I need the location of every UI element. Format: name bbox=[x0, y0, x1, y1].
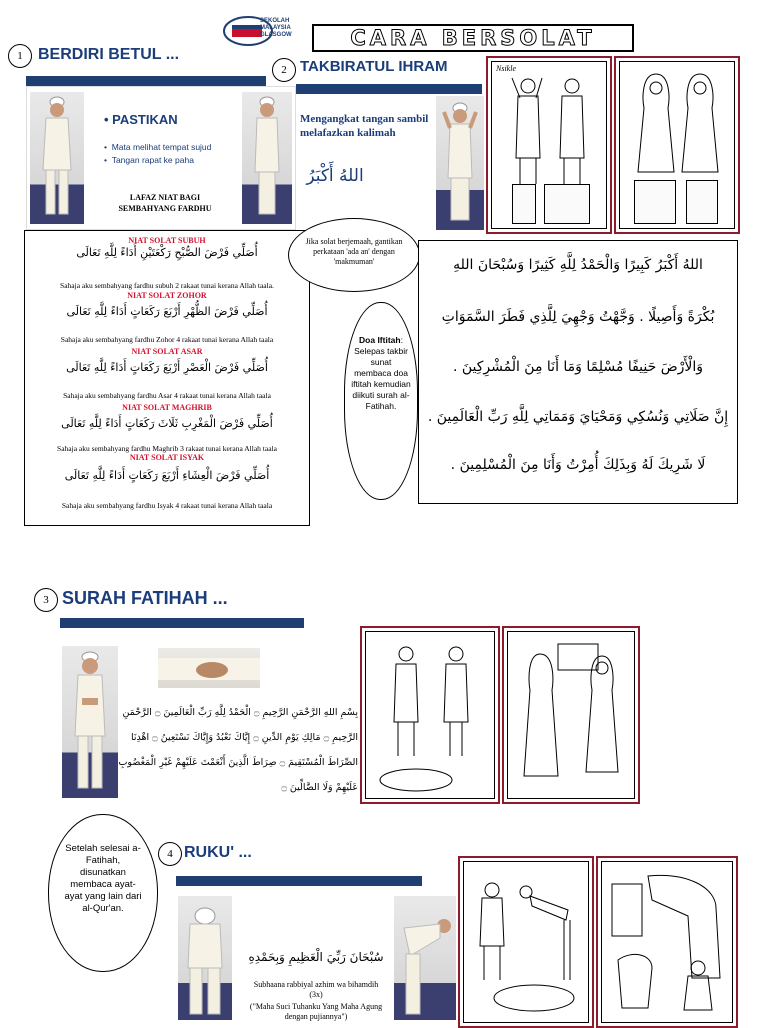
fatihah-line-2: الرَّحِيمِ ۝ مَالِكِ يَوْمِ الدِّينِ ۝ إِيَّاكَ نَعْبُدُ وَإِيَّاكَ نَسْتَعِينُ ۝ اهْدِنَا bbox=[130, 732, 358, 743]
photo-standing-side bbox=[242, 92, 292, 224]
step-number-1: 1 bbox=[8, 44, 32, 68]
niat-arabic-isyak: أُصَلِّي فَرْضَ الْعِشَاءِ أَرْبَعَ رَكَعَاتٍ أَدَاءً لِلَّهِ تَعَالَى bbox=[64, 469, 270, 482]
niat-label-asar: NIAT SOLAT ASAR bbox=[131, 347, 203, 356]
logo-text: SEKOLAH MALAYSIA GLASGOW bbox=[260, 18, 292, 38]
niat-arabic-zohor: أُصَلِّي فَرْضَ الظُّهْرِ أَرْبَعَ رَكَعَاتٍ أَدَاءً لِلَّهِ تَعَالَى bbox=[66, 305, 268, 318]
men-takbir-sketch-icon bbox=[498, 68, 598, 188]
niat-trans-asar: Sahaja aku sembahyang fardhu Asar 4 rakaat tunai kerana Allah taala bbox=[63, 391, 271, 400]
iftitah-line-4: إِنَّ صَلَاتِي وَنُسُكِي وَمَحْيَايَ وَمَمَاتِي لِلَّهِ رَبِّ الْعَالَمِينَ . bbox=[427, 409, 729, 425]
bullet-icon: • bbox=[104, 112, 113, 127]
person-standing-side-icon bbox=[249, 94, 285, 218]
photo-qiyam bbox=[62, 646, 118, 798]
photo-hands-closeup bbox=[158, 648, 260, 688]
niat-box bbox=[24, 230, 310, 526]
step-number-4: 4 bbox=[158, 842, 182, 866]
sketch-hands-detail-1 bbox=[512, 184, 536, 224]
niat-label-isyak: NIAT SOLAT ISYAK bbox=[129, 453, 205, 462]
bullet-icon: • bbox=[104, 142, 112, 152]
bullet-icon: • bbox=[104, 155, 112, 165]
speech-bubble-jemaah: Jika solat berjemaah, gantikan perkataan 'ada an' dengan 'makmuman' bbox=[288, 218, 420, 292]
photo-ruku-front bbox=[178, 896, 232, 1020]
sketch-frame-takbir-men bbox=[486, 56, 612, 234]
ruku-roman: Subhaana rabbiyal azhim wa bihamdih (3x) bbox=[253, 980, 379, 999]
niat-trans-isyak: Sahaja aku sembahyang fardhu Isyak 4 rakaat tunai kerana Allah taala bbox=[61, 501, 273, 510]
niat-label-maghrib: NIAT SOLAT MAGHRIB bbox=[122, 403, 212, 412]
niat-arabic-subuh: أُصَلِّي فَرْضَ الصُّبْحِ رَكْعَتَيْنِ أَدَاءً لِلَّهِ تَعَالَى bbox=[76, 246, 258, 259]
doa-iftitah-box bbox=[418, 240, 738, 504]
niat-label-subuh: NIAT SOLAT SUBUH bbox=[128, 236, 206, 245]
section-bar-1 bbox=[26, 76, 266, 86]
sketch-women-hands-2 bbox=[686, 180, 718, 224]
photo-takbir bbox=[436, 96, 484, 230]
section-bar-3 bbox=[60, 618, 304, 628]
ruku-arabic: سُبْحَانَ رَبِّيَ الْعَظِيمِ وَبِحَمْدِهِ bbox=[248, 950, 384, 964]
iftitah-line-5: لَا شَرِيكَ لَهُ وَبِذَلِكَ أُمِرْتُ وَأَنَا مِنَ الْمُسْلِمِينَ . bbox=[450, 457, 706, 473]
section-bar-4 bbox=[176, 876, 422, 886]
fatihah-line-1: بِسْمِ اللهِ الرَّحْمَنِ الرَّحِيمِ ۝ الْحَمْدُ لِلَّهِ رَبِّ الْعَالَمِينَ ۝ الرَّحْمَنِ bbox=[122, 707, 358, 718]
section-title-takbiratul: TAKBIRATUL IHRAM bbox=[300, 58, 448, 75]
step-number-2: 2 bbox=[272, 58, 296, 82]
section-title-fatihah: SURAH FATIHAH ... bbox=[62, 588, 228, 608]
sketch-frame-takbir-women bbox=[614, 56, 740, 234]
speech-bubble-setelah: Setelah selesai a-Fatihah, disunatkan membaca ayat-ayat yang lain dari al-Qur'an. bbox=[48, 814, 158, 972]
takbir-arabic: اللهُ أَكْبَرُ bbox=[306, 166, 364, 186]
sketch-women-hands-1 bbox=[634, 180, 676, 224]
section-bar-2 bbox=[296, 84, 482, 94]
photo-ruku-side bbox=[394, 896, 456, 1020]
niat-arabic-asar: أُصَلِّي فَرْضَ الْعَصْرِ أَرْبَعَ رَكَعَاتٍ أَدَاءً لِلَّهِ تَعَالَى bbox=[66, 361, 268, 374]
person-ruku-side-icon bbox=[396, 898, 454, 1018]
sketch-hands-detail-2 bbox=[544, 184, 590, 224]
iftitah-line-2: بُكْرَةً وَأَصِيلًا . وَجَّهْتُ وَجْهِيَ لِلَّذِي فَطَرَ السَّمَوَاتِ bbox=[441, 309, 715, 325]
sketch-frame-qiyam-women bbox=[502, 626, 640, 804]
men-qiyam-sketch-icon bbox=[376, 638, 486, 792]
niat-label-zohor: NIAT SOLAT ZOHOR bbox=[127, 291, 207, 300]
person-ruku-front-icon bbox=[182, 898, 228, 1018]
fatihah-line-3: الصِّرَاطَ الْمُسْتَقِيمَ ۝ صِرَاطَ الَّذِينَ أَنْعَمْتَ عَلَيْهِمْ غَيْرِ الْمَغْضُوبِ bbox=[118, 757, 358, 768]
sketch-frame-qiyam-men bbox=[360, 626, 500, 804]
person-standing-icon bbox=[37, 94, 77, 218]
step-number-3: 3 bbox=[34, 588, 58, 612]
page-title: CARA BERSOLAT bbox=[312, 24, 634, 52]
section-title-berdiri: BERDIRI BETUL ... bbox=[38, 46, 180, 63]
women-qiyam-sketch-icon bbox=[518, 640, 628, 790]
fatihah-line-4: عَلَيْهِمْ وَلَا الضَّالِّينَ ۝ bbox=[281, 782, 358, 793]
speech-bubble-iftitah: Doa Iftitah: Selepas takbir sunat membaca doa iftitah kemudian diikuti surah al-Fatihah. bbox=[344, 302, 418, 500]
hands-folded-icon bbox=[158, 648, 260, 688]
section-title-ruku: RUKU' ... bbox=[184, 844, 252, 861]
niat-trans-subuh: Sahaja aku sembahyang fardhu subuh 2 rakaat tunai kerana Allah taala. bbox=[60, 281, 274, 290]
sketch-frame-ruku-men bbox=[458, 856, 594, 1028]
iftitah-line-1: اللهُ أَكْبَرُ كَبِيرًا وَالْحَمْدُ لِلَّهِ كَثِيرًا وَسُبْحَانَ اللهِ bbox=[453, 257, 703, 273]
ruku-meaning: ("Maha Suci Tuhanku Yang Maha Agung dengan pujiannya") bbox=[249, 1002, 383, 1021]
pastikan-bullet-2: • Tangan rapat ke paha bbox=[104, 155, 194, 165]
person-takbir-icon bbox=[440, 98, 480, 224]
niat-trans-maghrib: Sahaja aku sembahyang fardhu Maghrib 3 rakaat tunai kerana Allah taala bbox=[57, 444, 277, 453]
sketch-signature: Nsikle bbox=[496, 64, 516, 73]
takbir-description: Mengangkat tangan sambil melafazkan kalimah bbox=[300, 113, 429, 139]
niat-trans-zohor: Sahaja aku sembahyang fardhu Zohor 4 rakaat tunai kerana Allah taala bbox=[60, 335, 274, 344]
sketch-frame-ruku-women bbox=[596, 856, 738, 1028]
pastikan-bullet-1: • Mata melihat tempat sujud bbox=[104, 142, 212, 152]
niat-arabic-maghrib: أُصَلِّي فَرْضَ الْمَغْرِبِ ثَلَاثَ رَكَعَاتٍ أَدَاءً لِلَّهِ تَعَالَى bbox=[61, 417, 273, 430]
lafaz-niat-heading: LAFAZ NIAT BAGI SEMBAHYANG FARDHU bbox=[118, 193, 212, 213]
photo-standing-front bbox=[30, 92, 84, 224]
person-qiyam-icon bbox=[68, 648, 112, 792]
fatihah-text bbox=[118, 700, 358, 802]
school-logo bbox=[222, 12, 310, 50]
iftitah-line-3: وَالْأَرْضَ حَنِيفًا مُسْلِمًا وَمَا أَنَا مِنَ الْمُشْرِكِينَ . bbox=[452, 359, 704, 375]
men-ruku-sketch-icon bbox=[470, 876, 584, 1016]
women-takbir-sketch-icon bbox=[626, 68, 726, 178]
women-ruku-sketch-icon bbox=[608, 868, 728, 1018]
pastikan-heading: • PASTIKAN bbox=[104, 112, 178, 127]
